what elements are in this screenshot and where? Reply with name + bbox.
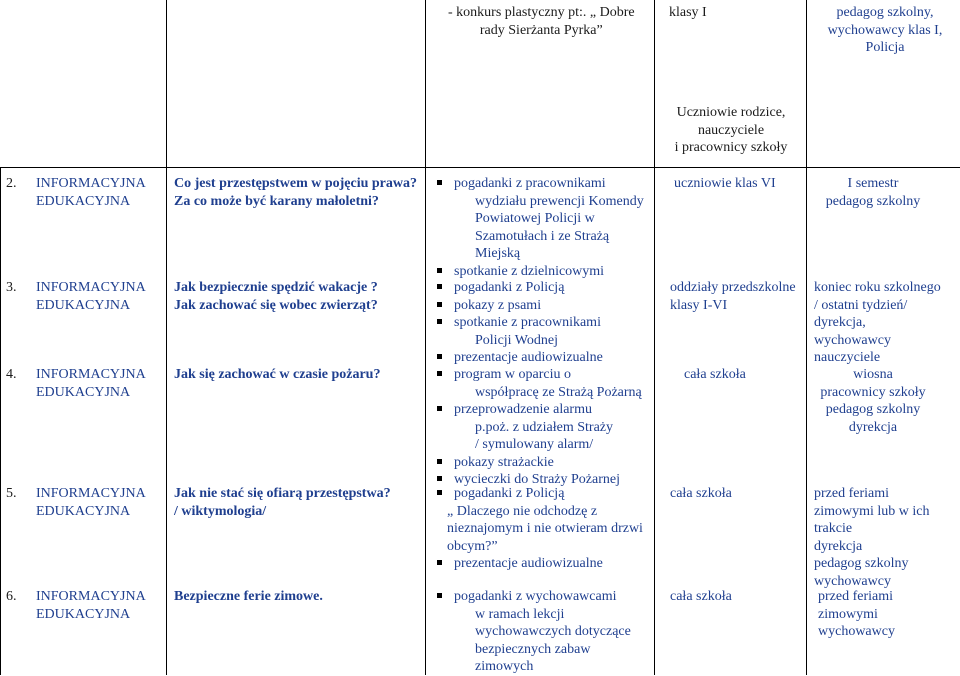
- area-line: EDUKACYJNA: [36, 297, 131, 313]
- row-activities: [437, 175, 644, 280]
- bullet-square-icon: [437, 371, 442, 376]
- bullet-square-icon: [437, 406, 442, 411]
- top-responsible-line: pedagog szkolny,: [836, 5, 934, 20]
- activity-item: zimowych: [475, 659, 534, 674]
- row-number: 5.: [6, 486, 17, 501]
- row-number: 6.: [6, 589, 17, 604]
- term-line: koniec roku szkolnego: [814, 280, 941, 295]
- term-line: wychowawcy: [814, 573, 891, 589]
- area-line: INFORMACYJNA: [36, 367, 146, 382]
- row-term: [808, 366, 938, 436]
- term-line: pedagog szkolny: [825, 402, 921, 417]
- row-target: cała szkoła: [670, 486, 732, 501]
- row-area: [36, 175, 146, 210]
- term-line: przed feriami: [818, 589, 894, 604]
- topic-line: / wiktymologia/: [174, 503, 267, 519]
- top-responsible: [810, 4, 960, 57]
- row-term: [808, 175, 938, 210]
- row-activities: [437, 485, 643, 573]
- term-line: pedagog szkolny: [825, 193, 921, 209]
- term-line: zimowymi: [818, 606, 878, 622]
- area-line: EDUKACYJNA: [36, 384, 131, 400]
- top-target: klasy I: [669, 5, 707, 20]
- activity-item: pogadanki z Policją: [437, 279, 603, 297]
- topic-line: Jak bezpiecznie spędzić wakacje ?: [174, 280, 378, 295]
- activity-item: Powiatowej Policji w: [475, 211, 595, 226]
- row-number: 2.: [6, 176, 17, 191]
- row-activities: [437, 279, 603, 367]
- target-line: klasy I-VI: [670, 297, 728, 313]
- activity-item: Miejską: [475, 246, 521, 261]
- top-participants-line: Uczniowie rodzice,: [676, 105, 786, 120]
- top-activity-line: - konkurs plastyczny pt:. „ Dobre: [448, 5, 635, 20]
- term-line: nauczyciele: [814, 350, 881, 365]
- row-divider: [0, 167, 960, 168]
- top-activity: [448, 4, 635, 39]
- bullet-square-icon: [437, 302, 442, 307]
- col-divider-2: [425, 0, 426, 675]
- term-line: pedagog szkolny: [814, 556, 909, 571]
- top-responsible-line: Policja: [865, 40, 905, 55]
- bullet-square-icon: [437, 593, 442, 598]
- term-line: wychowawcy: [814, 332, 891, 348]
- row-number: 4.: [6, 367, 17, 382]
- area-line: INFORMACYJNA: [36, 280, 146, 295]
- topic-line: Za co może być karany małoletni?: [174, 193, 379, 209]
- activity-item: program w oparciu o: [437, 366, 642, 384]
- term-line: / ostatni tydzień/: [814, 297, 908, 313]
- activity-item: współpracę ze Strażą Pożarną: [475, 384, 642, 400]
- activity-item: obcym?”: [447, 538, 498, 554]
- activity-item: przeprowadzenie alarmu: [437, 401, 642, 419]
- activity-item: „ Dlaczego nie odchodzę z: [447, 503, 598, 519]
- bullet-square-icon: [437, 490, 442, 495]
- col-divider-3: [654, 0, 655, 675]
- row-topic: [174, 175, 417, 210]
- top-participants: [656, 104, 806, 157]
- activity-item: Policji Wodnej: [475, 332, 559, 348]
- bullet-square-icon: [437, 560, 442, 565]
- bullet-square-icon: [437, 180, 442, 185]
- bullet-square-icon: [437, 459, 442, 464]
- area-line: INFORMACYJNA: [36, 176, 146, 191]
- row-topic: [174, 279, 378, 314]
- row-target: uczniowie klas VI: [674, 176, 776, 191]
- activity-item: pogadanki z wychowawcami: [437, 588, 631, 606]
- row-activities: [437, 588, 631, 676]
- top-responsible-line: wychowawcy klas I,: [827, 22, 943, 38]
- activity-item: prezentacje audiowizualne: [437, 555, 643, 573]
- term-line: wiosna: [853, 367, 893, 382]
- activity-item: wychowawczych dotyczące: [475, 624, 631, 639]
- col-divider-1: [166, 0, 167, 675]
- target-line: oddziały przedszkolne: [670, 280, 796, 295]
- bullet-square-icon: [437, 319, 442, 324]
- term-line: trakcie: [814, 521, 853, 536]
- topic-line: Jak się zachować w czasie pożaru?: [174, 367, 381, 382]
- area-line: EDUKACYJNA: [36, 193, 131, 209]
- row-area: [36, 588, 146, 623]
- activity-item: pokazy z psami: [437, 297, 603, 315]
- term-line: dyrekcja: [814, 538, 863, 554]
- activity-item: Szamotułach i ze Strażą: [475, 228, 610, 244]
- activity-item: pogadanki z pracownikami: [437, 175, 644, 193]
- row-term: [818, 588, 895, 641]
- term-line: zimowymi lub w ich: [814, 503, 930, 519]
- activity-item: / symulowany alarm/: [475, 437, 594, 452]
- bullet-square-icon: [437, 354, 442, 359]
- top-activity-line: rady Sierżanta Pyrka”: [479, 22, 603, 38]
- topic-line: Jak nie stać się ofiarą przestępstwa?: [174, 486, 391, 501]
- area-line: INFORMACYJNA: [36, 486, 146, 501]
- term-line: pracownicy szkoły: [820, 384, 926, 400]
- row-number: 3.: [6, 280, 17, 295]
- bullet-square-icon: [437, 476, 442, 481]
- area-line: INFORMACYJNA: [36, 589, 146, 604]
- activity-item: wycieczki do Straży Pożarnej: [437, 471, 642, 489]
- activity-item: p.poż. z udziałem Straży: [475, 419, 614, 435]
- activity-item: spotkanie z pracownikami: [437, 314, 603, 332]
- row-area: [36, 366, 146, 401]
- topic-line: Bezpieczne ferie zimowe.: [174, 589, 323, 604]
- row-target: cała szkoła: [684, 367, 746, 382]
- row-topic: [174, 366, 380, 384]
- term-line: wychowawcy: [818, 624, 895, 639]
- row-topic: [174, 485, 391, 520]
- activity-item: spotkanie z dzielnicowymi: [437, 263, 644, 281]
- col-divider-4: [806, 0, 807, 675]
- activity-item: bezpiecznych zabaw: [475, 641, 591, 657]
- activity-item: wydziału prewencji Komendy: [475, 193, 644, 209]
- row-activities: [437, 366, 642, 489]
- row-term: [814, 279, 941, 367]
- top-participants-line: nauczyciele: [697, 122, 765, 138]
- topic-line: Jak zachować się wobec zwierząt?: [174, 297, 378, 313]
- activity-item: prezentacje audiowizualne: [437, 349, 603, 367]
- activity-item: nieznajomym i nie otwieram drzwi: [447, 521, 643, 536]
- activity-item: w ramach lekcji: [475, 606, 565, 622]
- row-target: cała szkoła: [670, 589, 732, 604]
- activity-item: pokazy strażackie: [437, 454, 642, 472]
- term-line: I semestr: [847, 176, 899, 191]
- activity-item: pogadanki z Policją: [437, 485, 643, 503]
- bullet-square-icon: [437, 284, 442, 289]
- col-divider-left: [0, 167, 1, 675]
- row-area: [36, 279, 146, 314]
- bullet-square-icon: [437, 268, 442, 273]
- term-line: dyrekcja: [848, 419, 898, 435]
- topic-line: Co jest przestępstwem w pojęciu prawa?: [174, 176, 418, 191]
- row-term: [814, 485, 930, 590]
- row-target: [670, 279, 796, 314]
- area-line: EDUKACYJNA: [36, 503, 131, 519]
- term-line: dyrekcja,: [814, 315, 866, 330]
- area-line: EDUKACYJNA: [36, 606, 131, 622]
- term-line: przed feriami: [814, 486, 890, 501]
- row-topic: [174, 588, 323, 606]
- top-participants-line: i pracownicy szkoły: [674, 140, 788, 155]
- row-area: [36, 485, 146, 520]
